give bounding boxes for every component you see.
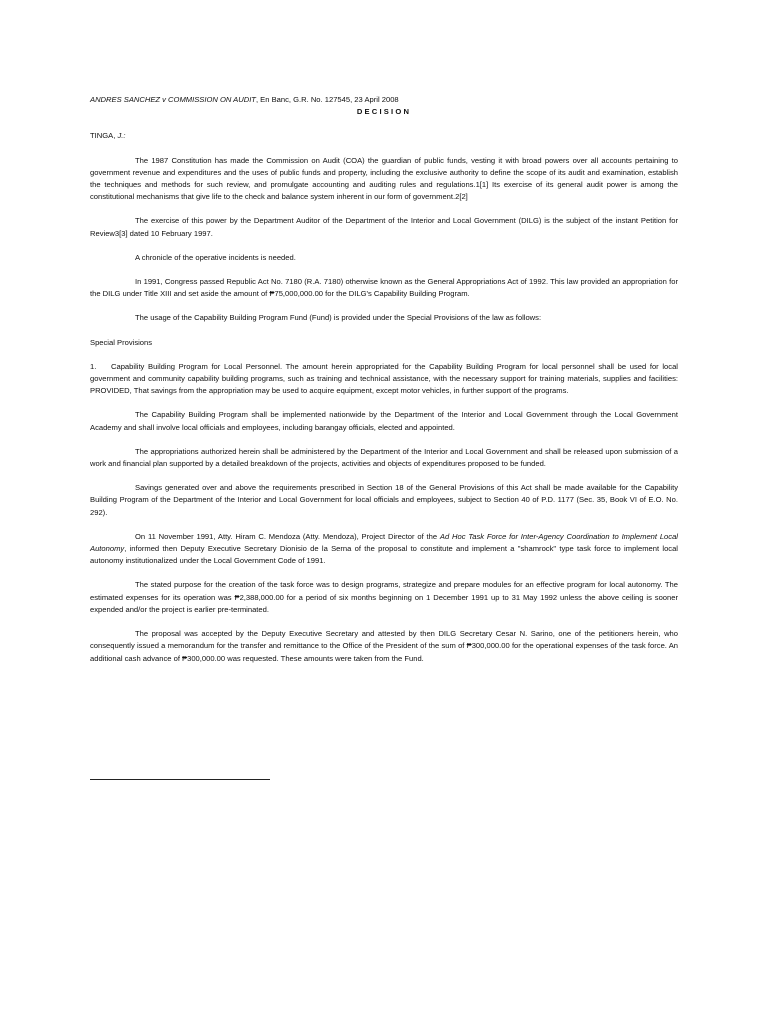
case-title: ANDRES SANCHEZ v COMMISSION ON AUDIT bbox=[90, 95, 256, 104]
special-provisions-heading: Special Provisions bbox=[90, 337, 153, 347]
provision-number: 1. bbox=[90, 361, 97, 371]
paragraph-10: The stated purpose for the creation of the task force was to design programs, strategize and prepare modules for an effective program for local autonomy. The estimated expenses for its operation was ₱2,388,000.00 for a period of six months beginning on 1 December 1991 up to 31 May 1992 unless the above ceiling is sooner expended and/or the project is earlier pre-terminated. bbox=[90, 580, 678, 614]
paragraph-7: The appropriations authorized herein shall be administered by the Department of the Interior and Local Government and shall be released upon submission of a work and financial plan supported by a detailed breakdown of the projects, activities and objects of expenditures proposed to be funded. bbox=[90, 446, 678, 469]
task-force-name: Ad Hoc Task Force for Inter-Agency Coordination to Implement Local Autonomy bbox=[90, 531, 678, 554]
ponente bbox=[90, 130, 678, 142]
paragraph-6: The Capability Building Program shall be implemented nationwide by the Department of the Interior and Local Government through the Local Government Academy and shall involve local officials and employees, including barangay officials, elected and appointed. bbox=[90, 410, 678, 432]
provision-item-1 bbox=[90, 361, 678, 398]
case-citation: , En Banc, G.R. No. 127545, 23 April 2008 bbox=[255, 95, 399, 104]
paragraph-9-part-a: On 11 November 1991, Atty. Hiram C. Mendoza (Atty. Mendoza), Project Director of the bbox=[135, 531, 440, 541]
paragraph-8: Savings generated over and above the requirements prescribed in Section 18 of the General Provisions of this Act shall be made available for the Capability Building Program of the Department of the Interior and Local Government for local officials and employees, subject to Section 40 of P.D. 1177 (Sec. 35, Book VI of E.O. No. 292). bbox=[90, 483, 678, 517]
paragraph-9-part-b: , informed then Deputy Executive Secretary Dionisio de la Serna of the proposal to constitute and implement a "shamrock" type task force to implement local autonomy institutionalized under the Local Government Code of 1991. bbox=[90, 544, 678, 566]
ponente-suffix: J.: bbox=[117, 131, 126, 141]
decision-heading: DECISION bbox=[356, 107, 412, 117]
ponente-name: TINGA, bbox=[90, 131, 118, 141]
paragraph-2: The exercise of this power by the Department Auditor of the Department of the Interior and Local Government (DILG) is the subject of the instant Petition for Review3[3] dated 10 February 1997. bbox=[90, 216, 678, 238]
paragraph-5: The usage of the Capability Building Program Fund (Fund) is provided under the Special Provisions of the law as follows: bbox=[135, 313, 542, 323]
provision-text: Capability Building Program for Local Personnel. The amount herein appropriated for the Capability Building Program for local personnel shall be used for local government and community capability building programs, such as training and technical assistance, with the necessary support for training materials, supplies and facilities: PROVIDED, That savings from the appropriation may be used to acquire equipment, except motor vehicles, in further support of the programs. bbox=[90, 361, 678, 396]
paragraph-1: The 1987 Constitution has made the Commission on Audit (COA) the guardian of public funds, vesting it with broad powers over all accounts pertaining to government revenue and expenditures and the uses of public funds and property, including the exclusive authority to define the scope of its audit and examination, establish the techniques and methods for such review, and promulgate accounting and auditing rules and regulations.1[1] Its exercise of its general audit power is among the constitutional mechanisms that give life to the check and balance system inherent in our form of government.2[2] bbox=[90, 155, 678, 202]
paragraph-9 bbox=[90, 531, 678, 568]
case-caption bbox=[90, 94, 678, 106]
paragraph-11: The proposal was accepted by the Deputy Executive Secretary and attested by then DILG Secretary Cesar N. Sarino, one of the petitioners herein, who consequently issued a memorandum for the transfer and remittance to the Office of the President of the sum of ₱300,000.00 for the operational expenses of the task force. An additional cash advance of ₱300,000.00 was requested. These amounts were taken from the Fund. bbox=[90, 629, 678, 663]
paragraph-3: A chronicle of the operative incidents is needed. bbox=[135, 252, 296, 262]
paragraph-4: In 1991, Congress passed Republic Act No. 7180 (R.A. 7180) otherwise known as the General Appropriations Act of 1992. This law provided an appropriation for the DILG under Title XIII and set aside the amount of ₱75,000,000.00 for the DILG's Capability Building Program. bbox=[90, 277, 678, 299]
document-body bbox=[90, 94, 678, 677]
footnote-separator bbox=[90, 779, 270, 780]
